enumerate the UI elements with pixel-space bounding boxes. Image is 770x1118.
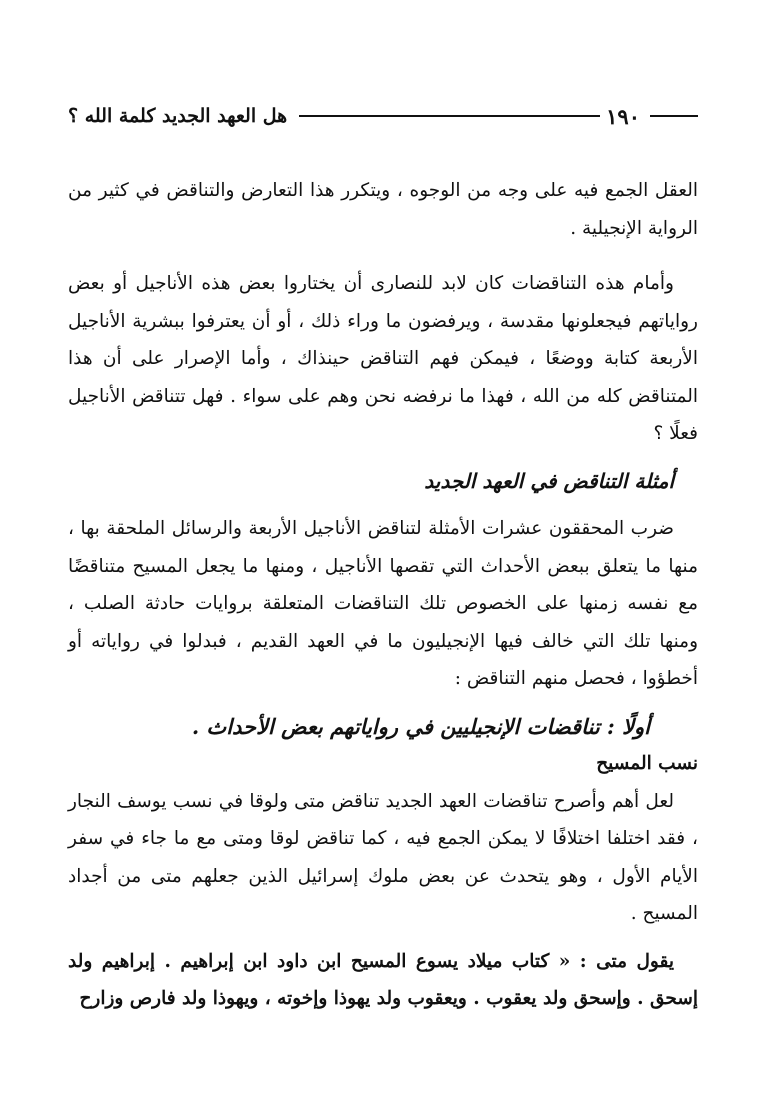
book-title: هل العهد الجديد كلمة الله ؟ xyxy=(68,105,288,127)
running-header xyxy=(68,96,698,136)
header-rule-long xyxy=(299,115,600,117)
paragraph-examples: ضرب المحققون عشرات الأمثلة لتناقض الأناجيل الأربعة والرسائل الملحقة بها ، منها ما يتعلق ببعض الأحداث التي تقصها الأناجيل ، ومنها ما يجعل المسيح متناقضًا مع نفسه زمنها على الخصوص تلك التناقضات المتعلقة بروايات حادثة الصلب ، ومنها تلك التي خالف فيها الإنجيليون ما في العهد القديم ، فبدلوا في رواياته أو أخطؤوا ، فحصل منهم التناقض : xyxy=(68,518,698,689)
paragraph-contradictions-choice: وأمام هذه التناقضات كان لابد للنصارى أن يختاروا بعض هذه الأناجيل أو بعض رواياتهم فيجعلونها مقدسة ، ويرفضون ما وراء ذلك ، أو أن يعترفوا ببشرية الأناجيل الأربعة كتابة ووضعًا ، فيمكن فهم التناقض حينذاك ، وأما الإصرار على أن هذا المتناقض كله من الله ، فهذا ما نرفضه نحن وهم على سواء . فهل تتناقض الأناجيل فعلًا ؟ xyxy=(68,273,698,444)
subheading-lineage: نسب المسيح xyxy=(596,753,698,774)
paragraph-matthew-quote: يقول متى : « كتاب ميلاد يسوع المسيح ابن داود ابن إبراهيم . إبراهيم ولد إسحق . وإسحق ولد يعقوب . ويعقوب ولد يهوذا وإخوته ، ويهوذا ولد فارص وزارح xyxy=(68,950,698,1009)
page-number: ١٩٠ xyxy=(606,103,640,129)
header-rule-short xyxy=(650,115,698,117)
paragraph-lineage: لعل أهم وأصرح تناقضات العهد الجديد تناقض متى ولوقا في نسب يوسف النجار ، فقد اختلفا اختلافًا لا يمكن الجمع فيه ، كما تناقض لوقا ومتى مع ما جاء في سفر الأيام الأول ، وهو يتحدث عن بعض ملوك إسرائيل الذين جعلهم متى من أجداد المسيح . xyxy=(68,790,698,924)
paragraph-continuation: العقل الجمع فيه على وجه من الوجوه ، ويتكرر هذا التعارض والتناقض في كثير من الرواية الإنجيلية . xyxy=(68,180,698,239)
section-heading-examples: أمثلة التناقض في العهد الجديد xyxy=(424,468,674,493)
page-body xyxy=(68,172,698,1018)
section-heading-first: أولًا : تناقضات الإنجيليين في رواياتهم بعض الأحداث . xyxy=(191,713,650,739)
